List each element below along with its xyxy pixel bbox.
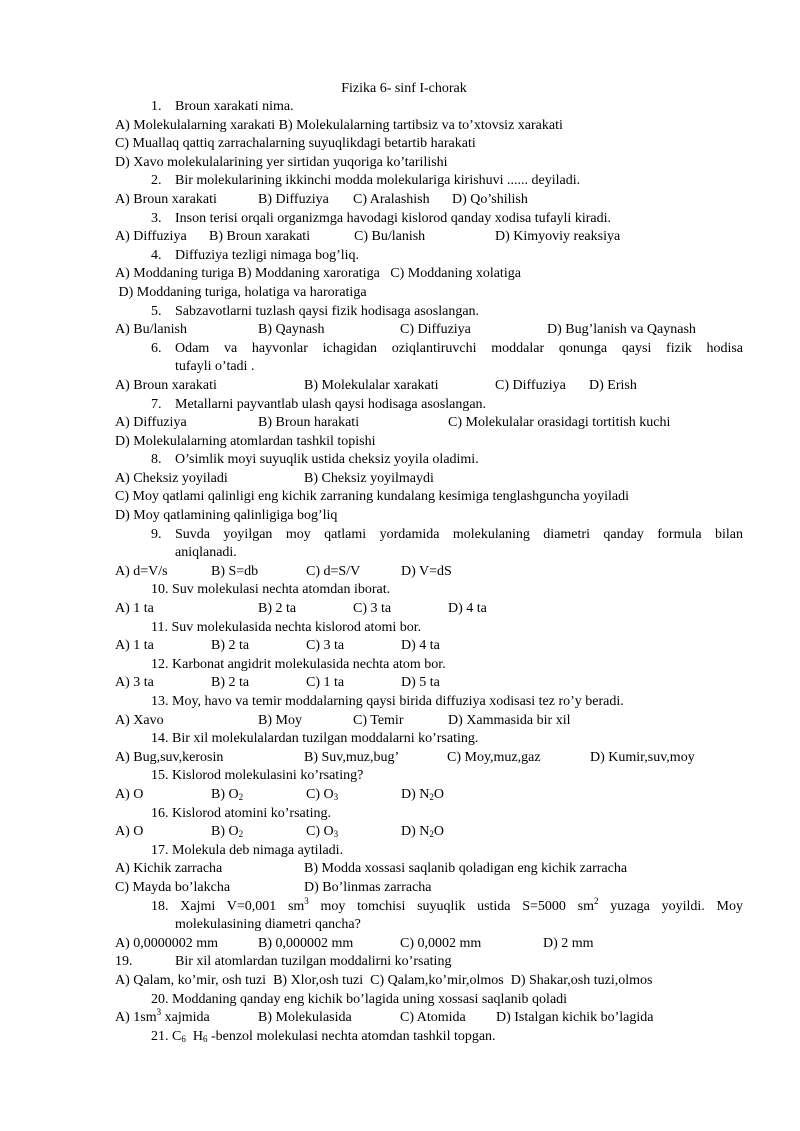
answer-line: A) Molekulalarning xarakati B) Molekulalarning tartibsiz va to’xtovsiz xarakati	[115, 117, 563, 133]
option-c: C) Aralashish	[353, 191, 430, 207]
option-b: B) Molekulalar xarakati	[304, 377, 439, 393]
question-2: 2. Bir molekularining ikkinchi modda molekulariga kirishuvi ...... deyiladi.	[151, 173, 581, 189]
option-a: A) Kichik zarracha	[115, 861, 223, 877]
question-5: 5. Sabzavotlarni tuzlash qaysi fizik hodisaga asoslangan.	[151, 303, 480, 319]
option-b: B) Qaynash	[258, 322, 325, 338]
option-a: A) 1 ta	[115, 601, 154, 617]
question-6: 6. Odam va hayvonlar ichagidan oziqlantiruvchi moddalar qonunga qaysi fizik hodisa	[151, 340, 743, 356]
option-a: A) Xavo	[115, 712, 164, 728]
option-d: D) Kimyoviy reaksiya	[495, 229, 621, 245]
option-b: B) 2 ta	[258, 601, 297, 617]
option-d: D) Qo’shilish	[452, 191, 528, 207]
answer-line	[115, 1009, 743, 1028]
answer-line	[115, 674, 743, 693]
option-b: B) 2 ta	[211, 675, 250, 691]
option-c: C) 1 ta	[306, 675, 345, 691]
question-18: 18. Xajmi V=0,001 $sm^3$ moy tomchisi suyuqlik ustida S=5000 $sm^2$ yuzaga yoyildi. Moy	[151, 895, 743, 914]
answer-line	[115, 563, 743, 582]
answer-line	[115, 823, 743, 842]
answer-line	[115, 749, 743, 768]
option-a: A) $1sm^3$ xajmida	[115, 1007, 210, 1026]
answer-line	[115, 191, 743, 210]
answer-line: C) Muallaq qattiq zarrachalarning suyuqlikdagi betartib harakati	[115, 136, 476, 152]
option-a: A) Bug,suv,kerosin	[115, 749, 224, 765]
question-1: 1. Broun xarakati nima.	[151, 99, 294, 114]
option-c: C) 3 ta	[353, 601, 392, 617]
answer-line: D) Moy qatlamining qalinligiga bog’liq	[115, 508, 338, 524]
option-c: C) Atomida	[400, 1010, 466, 1026]
answer-line	[115, 228, 743, 247]
answer-line: D) Moddaning turiga, holatiga va haroratiga	[115, 284, 367, 300]
question-3: 3. Inson terisi orqali organizmga havodagi kislorod qanday xodisa tufayli kiradi.	[151, 210, 611, 226]
option-a: A) O	[115, 786, 144, 802]
option-a: A) Broun xarakati	[115, 377, 217, 393]
question-list	[115, 98, 743, 1046]
answer-line	[115, 600, 743, 619]
option-c: C) $O_3$	[306, 786, 339, 802]
option-c: C) Diffuziya	[495, 377, 566, 393]
question-20: 20. Moddaning qanday eng kichik bo’lagida uning xossasi saqlanib qoladi	[151, 991, 568, 1007]
option-a: A) Broun xarakati	[115, 191, 217, 207]
question-6-continued: tufayli o’tadi .	[175, 359, 255, 375]
question-16: 16. Kislorod atomini ko’rsating.	[151, 805, 332, 821]
option-b: B) Molekulasida	[258, 1010, 352, 1026]
option-c: C) $O_3$	[306, 824, 339, 840]
option-c: C) Diffuziya	[400, 322, 471, 338]
option-a: A) Cheksiz yoyiladi	[115, 470, 228, 486]
answer-line	[115, 414, 743, 433]
question-21: 21. $C_6$ $H_6$ -benzol molekulasi nechta atomdan tashkil topgan.	[151, 1028, 496, 1044]
option-b: B) Broun xarakati	[209, 229, 311, 245]
page-title: Fizika 6- sinf I-chorak	[341, 81, 467, 96]
option-c: C) 0,0002 mm	[400, 935, 482, 951]
answer-line: D) Xavo molekulalarining yer sirtidan yuqoriga ko’tarilishi	[115, 154, 448, 170]
option-d: D) 5 ta	[401, 675, 440, 691]
option-d: D) Istalgan kichik bo’lagida	[496, 1010, 654, 1026]
option-b: B) Cheksiz yoyilmaydi	[304, 470, 434, 486]
question-10: 10. Suv molekulasi nechta atomdan iborat.	[151, 582, 391, 598]
option-d: D) $N_2O$	[401, 786, 445, 802]
answer-line	[115, 786, 743, 805]
question-8: 8. O’simlik moyi suyuqlik ustida cheksiz yoyila oladimi.	[151, 452, 479, 468]
option-d: D) 2 mm	[543, 935, 594, 951]
option-d: D) Bo’linmas zarracha	[304, 879, 432, 895]
question-12: 12. Karbonat angidrit molekulasida nechta atom bor.	[151, 656, 446, 672]
option-a: A) 1 ta	[115, 638, 154, 654]
answer-line	[115, 637, 743, 656]
option-a: A) 3 ta	[115, 675, 154, 691]
question-4: 4. Diffuziya tezligi nimaga bog’liq.	[151, 247, 360, 263]
answer-line	[115, 470, 743, 489]
option-c: C) Molekulalar orasidagi tortitish kuchi	[448, 415, 671, 431]
answer-line: A) Moddaning turiga B) Moddaning xaroratiga C) Moddaning xolatiga	[115, 266, 521, 282]
question-9: 9. Suvda yoyilgan moy qatlami yordamida molekulaning diametri qanday formula bilan	[151, 526, 743, 542]
answer-line: A) Qalam, ko’mir, osh tuzi B) Xlor,osh tuzi C) Qalam,ko’mir,olmos D) Shakar,osh tuzi,olmos	[115, 972, 653, 988]
option-d: D) Erish	[589, 377, 637, 393]
option-c: C) Moy,muz,gaz	[447, 749, 541, 765]
option-b: B) Suv,muz,bug’	[304, 749, 400, 765]
option-b: B) S=db	[211, 563, 259, 579]
question-17: 17. Molekula deb nimaga aytiladi.	[151, 842, 344, 858]
option-b: B) $O_2$	[211, 824, 244, 840]
question-14: 14. Bir xil molekulalardan tuzilgan moddalarni ko’rsating.	[151, 731, 479, 747]
option-a: A) Bu/lanish	[115, 322, 187, 338]
option-b: B) 0,000002 mm	[258, 935, 354, 951]
option-a: A) 0,0000002 mm	[115, 935, 219, 951]
option-d: D) 4 ta	[448, 601, 487, 617]
answer-line	[115, 377, 743, 396]
option-a: A) Diffuziya	[115, 229, 187, 245]
option-c: C) Temir	[353, 712, 404, 728]
option-b: B) $O_2$	[211, 786, 244, 802]
option-a: A) d=V/s	[115, 563, 168, 579]
option-c: C) d=S/V	[306, 563, 361, 579]
option-c: C) Mayda bo’lakcha	[115, 879, 231, 895]
question-13: 13. Moy, havo va temir moddalarning qaysi birida diffuziya xodisasi tez ro’y beradi.	[151, 694, 624, 709]
answer-line: C) Moy qatlami qalinligi eng kichik zarraning kundalang kesimiga tenglashguncha yoyiladi	[115, 489, 629, 505]
option-d: D) Kumir,suv,moy	[590, 749, 695, 765]
option-a: A) Diffuziya	[115, 415, 187, 431]
answer-line	[115, 860, 743, 879]
question-7: 7. Metallarni payvantlab ulash qaysi hodisaga asoslangan.	[151, 396, 487, 412]
option-c: C) Bu/lanish	[354, 229, 426, 245]
answer-line	[115, 712, 743, 731]
option-d: D) V=dS	[401, 563, 452, 579]
question-11: 11. Suv molekulasida nechta kislorod atomi bor.	[151, 619, 422, 635]
question-19: 19. Bir xil atomlardan tuzilgan moddalirni ko’rsating	[115, 954, 452, 970]
answer-line	[115, 879, 743, 898]
option-d: D) Bug’lanish va Qaynash	[547, 322, 696, 338]
answer-line	[115, 321, 743, 340]
option-b: B) Moy	[258, 712, 302, 728]
option-b: B) Diffuziya	[258, 191, 329, 207]
option-a: A) O	[115, 824, 144, 840]
question-15: 15. Kislorod molekulasini ko’rsating?	[151, 768, 364, 784]
question-9-continued: aniqlanadi.	[175, 545, 237, 561]
option-c: C) 3 ta	[306, 638, 345, 654]
option-b: B) Broun harakati	[258, 415, 360, 431]
option-d: D) Xammasida bir xil	[448, 712, 571, 728]
answer-line	[115, 935, 743, 954]
question-18-continued: molekulasining diametri qancha?	[175, 917, 361, 933]
option-b: B) Modda xossasi saqlanib qoladigan eng kichik zarracha	[304, 861, 628, 877]
answer-line: D) Molekulalarning atomlardan tashkil topishi	[115, 433, 376, 449]
option-d: D) $N_2O$	[401, 824, 445, 840]
option-d: D) 4 ta	[401, 638, 440, 654]
option-b: B) 2 ta	[211, 638, 250, 654]
